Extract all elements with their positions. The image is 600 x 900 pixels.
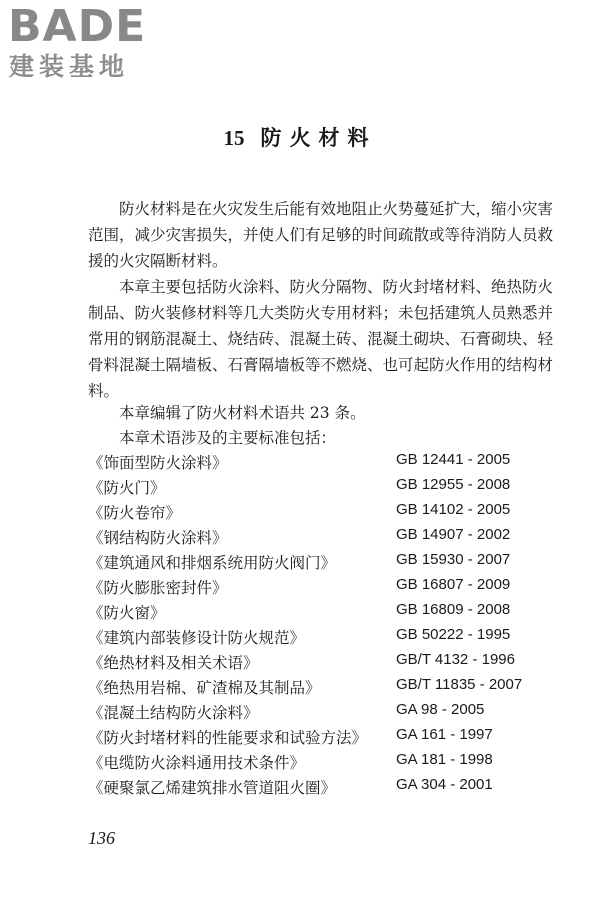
standard-row xyxy=(88,476,558,501)
standard-title: 《绝热材料及相关术语》 xyxy=(88,654,259,672)
paragraph-text: 防火材料是在火灾发生后能有效地阻止火势蔓延扩大，缩小灾害范围，减少灾害损失，并使人们有足够的时间疏散或等待消防人员救援的火灾隔断材料。 xyxy=(88,200,554,270)
standard-row xyxy=(88,551,558,576)
standard-code: GA 304 - 2001 xyxy=(396,776,493,793)
standard-title: 《防火门》 xyxy=(88,479,166,497)
paragraph-text: 本章编辑了防火材料术语共 23 条。 xyxy=(119,404,366,422)
chapter-title-text: 防火材料 xyxy=(260,125,377,150)
standard-title: 《防火封堵材料的性能要求和试验方法》 xyxy=(88,729,368,747)
standard-title: 《建筑内部装修设计防火规范》 xyxy=(88,629,306,647)
standard-title: 《硬聚氯乙烯建筑排水管道阻火圈》 xyxy=(88,779,337,797)
standard-title: 《绝热用岩棉、矿渣棉及其制品》 xyxy=(88,679,321,697)
watermark-logo xyxy=(8,2,188,82)
chapter-title xyxy=(0,122,600,152)
standard-title: 《防火窗》 xyxy=(88,604,166,622)
standard-code: GB 15930 - 2007 xyxy=(396,551,511,568)
standard-code: GB 14102 - 2005 xyxy=(396,501,511,518)
standard-row xyxy=(88,601,558,626)
standard-row xyxy=(88,576,558,601)
standard-code: GB 12955 - 2008 xyxy=(396,476,511,493)
paragraph-text: 本章术语涉及的主要标准包括： xyxy=(119,429,337,447)
standard-code: GB 50222 - 1995 xyxy=(396,626,511,643)
standards-list xyxy=(88,451,558,801)
chapter-number: 15 xyxy=(223,126,245,150)
scope-paragraph xyxy=(88,274,553,404)
standard-row xyxy=(88,776,558,801)
standard-code: GA 161 - 1997 xyxy=(396,726,493,743)
standard-code: GB 12441 - 2005 xyxy=(396,451,511,468)
standard-code: GA 181 - 1998 xyxy=(396,751,493,768)
standard-row xyxy=(88,676,558,701)
paragraph-text: 本章主要包括防火涂料、防火分隔物、防火封堵材料、绝热防火制品、防火装修材料等几大类防火专用材料；未包括建筑人员熟悉并常用的钢筋混凝土、烧结砖、混凝土砖、混凝土砌块、石膏砌块、轻骨料混凝土隔墙板、石膏隔墙板等不燃烧、也可起防火作用的结构材料。 xyxy=(88,278,554,400)
standard-title: 《钢结构防火涂料》 xyxy=(88,529,228,547)
standard-code: GB/T 11835 - 2007 xyxy=(396,676,523,693)
standard-code: GB 16807 - 2009 xyxy=(396,576,511,593)
standard-title: 《电缆防火涂料通用技术条件》 xyxy=(88,754,306,772)
standard-code: GA 98 - 2005 xyxy=(396,701,485,718)
standards-intro-paragraph xyxy=(88,425,553,451)
standard-row xyxy=(88,451,558,476)
standard-row xyxy=(88,726,558,751)
watermark-brand: BADE xyxy=(8,1,147,52)
standard-row xyxy=(88,651,558,676)
term-count-paragraph xyxy=(88,400,553,426)
standard-code: GB 16809 - 2008 xyxy=(396,601,511,618)
standard-title: 《防火膨胀密封件》 xyxy=(88,579,228,597)
page-number: 136 xyxy=(88,828,115,848)
intro-paragraph xyxy=(88,196,553,274)
standard-code: GB 14907 - 2002 xyxy=(396,526,511,543)
standard-row xyxy=(88,626,558,651)
standard-row xyxy=(88,501,558,526)
standard-row xyxy=(88,526,558,551)
standard-code: GB/T 4132 - 1996 xyxy=(396,651,515,668)
watermark-subtitle: 建装基地 xyxy=(9,52,130,81)
standard-title: 《防火卷帘》 xyxy=(88,504,182,522)
standard-row xyxy=(88,701,558,726)
standard-title: 《建筑通风和排烟系统用防火阀门》 xyxy=(88,554,337,572)
standard-title: 《饰面型防火涂料》 xyxy=(88,454,228,472)
standard-row xyxy=(88,751,558,776)
standard-title: 《混凝土结构防火涂料》 xyxy=(88,704,259,722)
